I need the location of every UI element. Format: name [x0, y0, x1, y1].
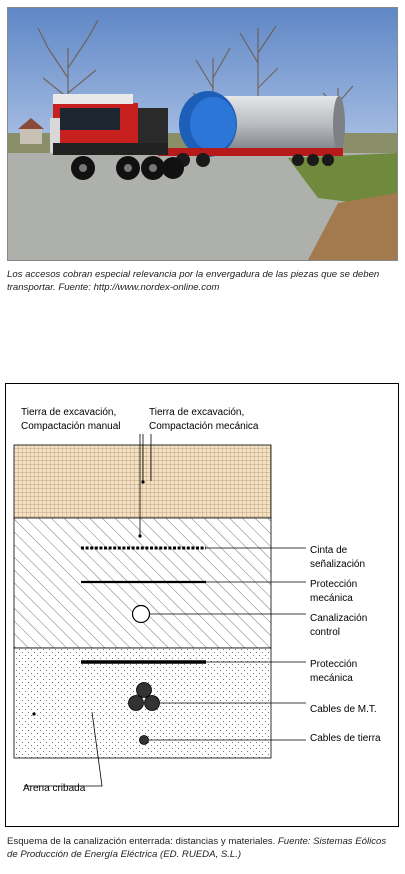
diagram-caption — [7, 835, 399, 861]
label-proteccion2-line2: mecánica — [310, 673, 353, 684]
diagram-caption-source: Fuente: Sistemas Eólicos de Producción de Energía Eléctrica (ED. RUEDA, S.L.) — [7, 836, 387, 860]
photo-caption: Los accesos cobran especial relevancia por la envergadura de las piezas que se deben transportar. Fuente: http://www.nordex-online.com — [7, 269, 380, 293]
label-proteccion1-line1: Protección — [310, 579, 358, 590]
label-canalizacion-line2: control — [310, 627, 341, 638]
trench-cross-section — [6, 384, 398, 826]
label-cables-tierra: Cables de tierra — [310, 733, 381, 744]
label-cinta-line2: señalización — [310, 559, 366, 570]
label-cinta-line1: Cinta de — [310, 545, 348, 556]
label-tierra-mecanica-line1: Tierra de excavación, — [149, 407, 245, 418]
trench-diagram — [5, 383, 399, 827]
control-conduit — [133, 606, 150, 623]
label-cables-mt: Cables de M.T. — [310, 704, 377, 715]
truck-photo — [7, 7, 398, 261]
label-proteccion2-line1: Protección — [310, 659, 358, 670]
label-arena-cribada: Arena cribada — [23, 783, 86, 794]
earth-cable — [140, 736, 149, 745]
label-tierra-manual-line1: Tierra de excavación, — [21, 407, 117, 418]
truck-photo-illustration — [8, 8, 397, 260]
label-proteccion1-line2: mecánica — [310, 593, 353, 604]
label-canalizacion-line1: Canalización — [310, 613, 368, 624]
diagram-caption-main: Esquema de la canalización enterrada: distancias y materiales. — [7, 836, 276, 847]
label-tierra-mecanica-line2: Compactación mecánica — [149, 421, 259, 432]
label-tierra-manual-line2: Compactación manual — [21, 421, 121, 432]
